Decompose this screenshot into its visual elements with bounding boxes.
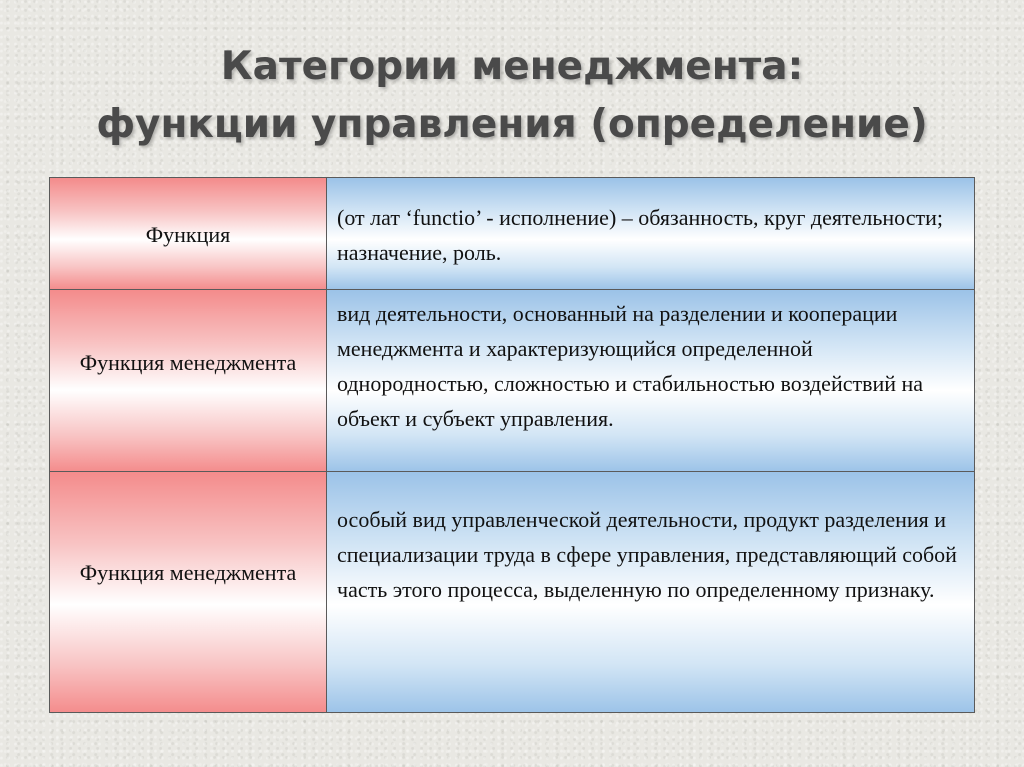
- term-label: Функция: [145, 222, 231, 247]
- term-cell: [50, 472, 327, 713]
- definition-cell: [327, 290, 975, 472]
- term-label: Функция менеджмента: [79, 350, 297, 375]
- definition-text: особый вид управленческой деятельности, продукт разделения и специализации труда в сфере управления, представляющий собой часть этого процесса, выделенную по определенному признаку.: [337, 507, 957, 602]
- term-cell: [50, 290, 327, 472]
- definitions-table: [49, 177, 975, 713]
- table-row: [50, 472, 975, 713]
- table-row: [50, 290, 975, 472]
- definition-text: вид деятельности, основанный на разделении и кооперации менеджмента и характеризующийся определенной однородностью, сложностью и стабильностью воздействий на объект и субъект управления.: [337, 301, 924, 431]
- definition-text: (от лат ‘functio’ - исполнение) – обязанность, круг деятельности; назначение, роль.: [337, 205, 943, 265]
- term-cell: [50, 178, 327, 290]
- slide-title: [0, 38, 1024, 154]
- slide-title-line-1: Категории менеджмента:: [220, 44, 804, 89]
- table-row: [50, 178, 975, 290]
- slide-title-line-2: функции управления (определение): [96, 102, 928, 147]
- definition-cell: [327, 472, 975, 713]
- definition-cell: [327, 178, 975, 290]
- term-label: Функция менеджмента: [79, 560, 297, 585]
